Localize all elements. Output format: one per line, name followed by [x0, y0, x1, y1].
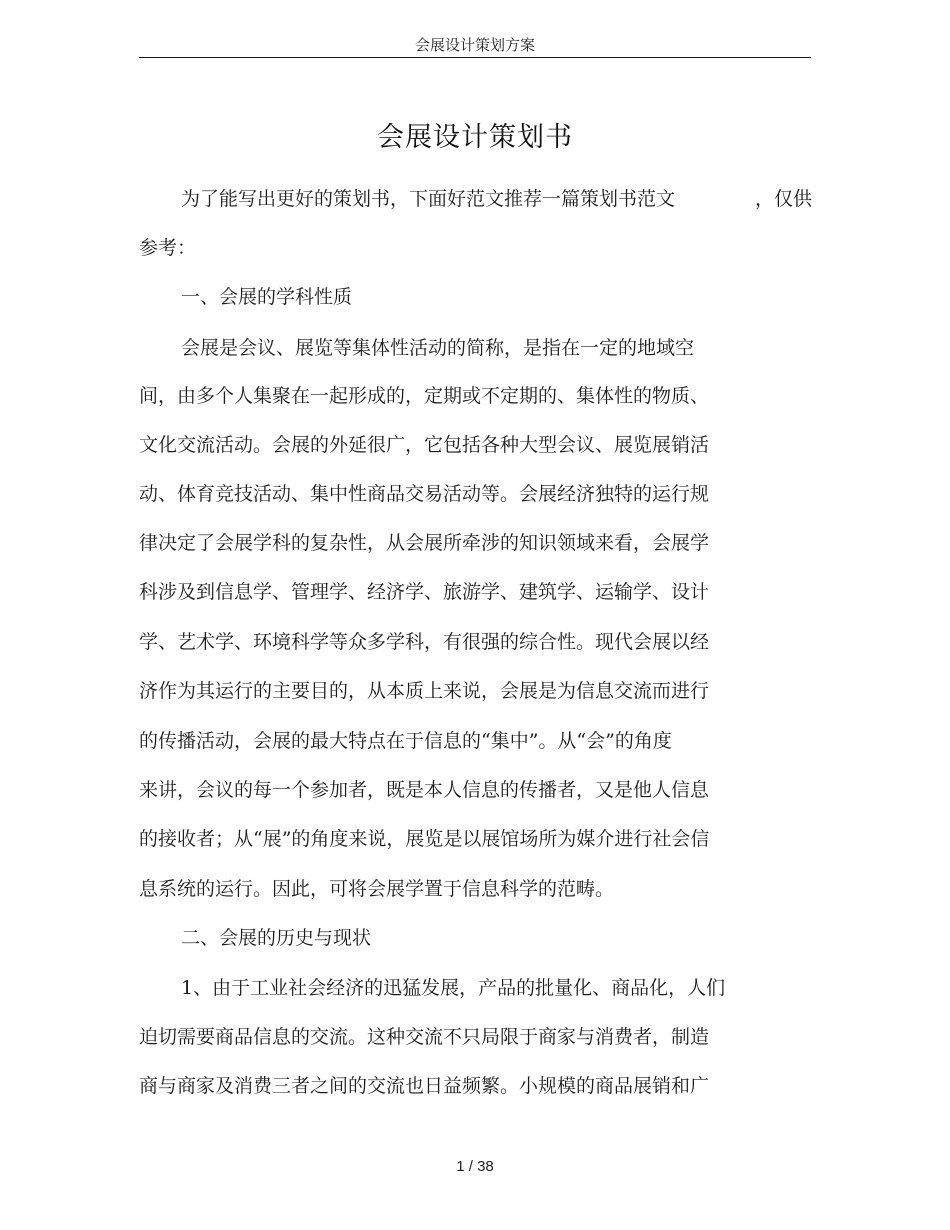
section-heading: 二、会展的历史与现状 — [181, 927, 372, 949]
body-line: 会展是会议、展览等集体性活动的简称，是指在一定的地域空 — [181, 337, 695, 359]
body-line: 科涉及到信息学、管理学、经济学、旅游学、建筑学、运输学、设计 — [139, 581, 710, 603]
body-line: 文化交流活动。会展的外延很广，它包括各种大型会议、展览展销活 — [139, 434, 710, 456]
body-line: 来讲，会议的每一个参加者，既是本人信息的传播者，又是他人信息 — [139, 779, 710, 801]
body-line: 济作为其运行的主要目的，从本质上来说，会展是为信息交流而进行 — [139, 680, 710, 702]
body-line: 律决定了会展学科的复杂性，从会展所牵涉的知识领域来看，会展学 — [139, 532, 710, 554]
page-number: 1 / 38 — [456, 1158, 494, 1175]
body-line: 息系统的运行。因此，可将会展学置于信息科学的范畴。 — [139, 878, 615, 900]
body-line: 商与商家及消费三者之间的交流也日益频繁。小规模的商品展销和广 — [139, 1075, 710, 1097]
header-rule — [139, 57, 811, 58]
body-line: 学、艺术学、环境科学等众多学科，有很强的综合性。现代会展以经 — [139, 631, 710, 653]
section-heading: 一、会展的学科性质 — [181, 286, 353, 308]
body-line: 的传播活动，会展的最大特点在于信息的“集中”。从“会”的角度 — [139, 730, 672, 752]
document-title: 会展设计策划书 — [377, 122, 573, 153]
body-line: 迫切需要商品信息的交流。这种交流不只局限于商家与消费者，制造 — [139, 1026, 710, 1048]
body-line: 间，由多个人集聚在一起形成的，定期或不定期的、集体性的物质、 — [139, 385, 710, 407]
intro-paragraph-line: 参考： — [139, 237, 197, 259]
body-line: 动、体育竞技活动、集中性商品交易活动等。会展经济独特的运行规 — [139, 483, 710, 505]
intro-paragraph-line: 为了能写出更好的策划书，下面好范文推荐一篇策划书范文 — [181, 188, 676, 210]
running-header: 会展设计策划方案 — [414, 36, 535, 54]
intro-paragraph-tail: ，仅供 — [755, 188, 813, 210]
body-line: 1、由于工业社会经济的迅猛发展，产品的批量化、商品化，人们 — [181, 977, 726, 999]
body-line: 的接收者；从“展”的角度来说，展览是以展馆场所为媒介进行社会信 — [139, 828, 710, 850]
